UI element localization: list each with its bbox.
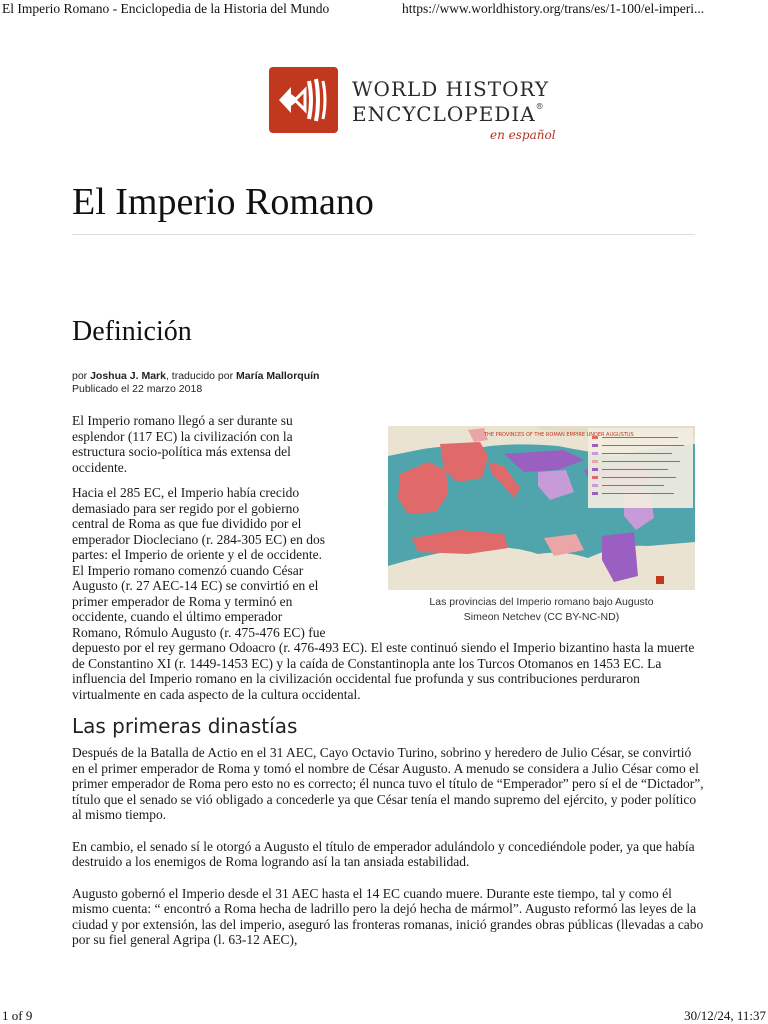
section-paragraph-3: Augusto gobernó el Imperio desde el 31 AEC hasta el 14 EC cuando muere. Durante este tiempo, tal y como él mismo cuenta: “ encontró a Roma hecha de ladrillo pero la dejó hecha de mármol”. Augusto reformó las leyes de la ciudad y por extensión, las del imperio, aseguró las fronteras romanas, inició grandes obras públicas (llevadas a cabo por su fiel general Agripa (l. 63-12 AEC), [72,885,704,947]
p2-line: demasiado para ser regido por el gobierno [72,500,300,516]
print-page-title: El Imperio Romano - Enciclopedia de la Historia del Mundo [2,1,330,16]
paragraph-2-column [72,485,372,640]
p2-line: primer emperador de Roma y terminó en [72,593,293,609]
map-logo-icon [656,576,664,584]
roman-provinces-map[interactable] [388,426,695,590]
caption-title: Las provincias del Imperio romano bajo Augusto [429,596,654,608]
p2-line: El Imperio romano comenzó cuando César [72,562,304,578]
logo-line2-text: ENCYCLOPEDIA [352,102,536,126]
author-link[interactable]: Joshua J. Mark [90,370,166,382]
print-header [0,0,768,20]
p2-line: partes: el Imperio de oriente y el de occidente. [72,547,323,562]
intro-paragraph [72,413,344,475]
translator-link[interactable]: María Mallorquín [236,370,320,382]
figure-caption [388,595,695,625]
byline-translated-by: , traducido por [165,370,237,382]
section-paragraph-1: Después de la Batalla de Actio en el 31 AEC, Cayo Octavio Turino, sobrino y heredero de Julio César, se convirtió en el primer emperador de Roma y tomó el nombre de César Augusto. A menudo se considera a Julio César como el primer emperador de Roma pero esto no es correcto; él nunca tuvo el título de “Emperador” pero sí el de “Dictador”, título que el senado se vió obligado a concederle ya que César tenía el mando supremo del ejército, y poder político al mismo tiempo. [72,745,704,822]
section-paragraph-2: En cambio, el senado sí le otorgó a Augusto el título de emperador adulándolo y concediéndole poder, ya que había destruido a los enemigos de Roma logrando así la tan ansiada estabilidad. [72,838,695,869]
caption-credit: Simeon Netchev (CC BY-NC-ND) [463,611,620,623]
byline-by: por [72,370,91,382]
p2-line: Hacia el 285 EC, el Imperio había crecido [72,485,300,500]
site-logo[interactable] [269,67,559,147]
byline [72,370,472,396]
paragraph-2-rest: depuesto por el rey germano Odoacro (r. 476-493 EC). El este continuó siendo el Imperio bizantino hasta la muerte de Constantino XI (r. 1449-1453 EC) y la caída de Constantinopla ante los Turcos Otomanos en 1453 EC. La influencia del Imperio romano en la civilización occidental fue profunda y sus contribuciones perduraron virtualmente en cada aspecto de la cultura occidental. [72,640,695,702]
byline-authors [72,370,472,383]
p2-line: emperador Diocleciano (r. 284-305 EC) en dos [72,531,326,547]
print-url: https://www.worldhistory.org/trans/es/1-100/el-imperi... [402,1,705,16]
map-title: THE PROVINCES OF THE ROMAN EMPIRE UNDER AUGUSTUS [484,432,634,438]
definition-heading: Definición [72,316,192,347]
p2-line: Romano, Rómulo Augusto (r. 475-476 EC) fue [72,624,326,640]
page-title: El Imperio Romano [72,181,374,223]
map-legend [588,428,693,508]
logo-line2 [352,102,545,126]
logo-tagline: en español [490,128,556,142]
p2-line: central de Roma as que fue dividido por el [72,516,302,531]
map-figure [388,426,695,625]
title-divider [72,234,695,235]
logo-line1: WORLD HISTORY [352,77,550,101]
print-footer [0,1008,768,1024]
section-heading: Las primeras dinastías [72,714,298,738]
section-body [72,745,704,948]
paragraph-2-continued [72,640,704,702]
print-datetime: 30/12/24, 11:37 [684,1008,766,1023]
logo-mark-icon [269,67,338,133]
published-date: Publicado el 22 marzo 2018 [72,383,203,395]
p2-line: occidente, cuando el último emperador [72,609,283,624]
paragraph-1: El Imperio romano llegó a ser durante su esplendor (117 EC) la civilización con la estructura socio-política más extensa del occidente. [72,413,293,475]
registered-mark: ® [535,102,545,111]
page-count: 1 of 9 [2,1008,33,1023]
p2-line: Augusto (r. 27 AEC-14 EC) se convirtió en el [72,578,319,593]
